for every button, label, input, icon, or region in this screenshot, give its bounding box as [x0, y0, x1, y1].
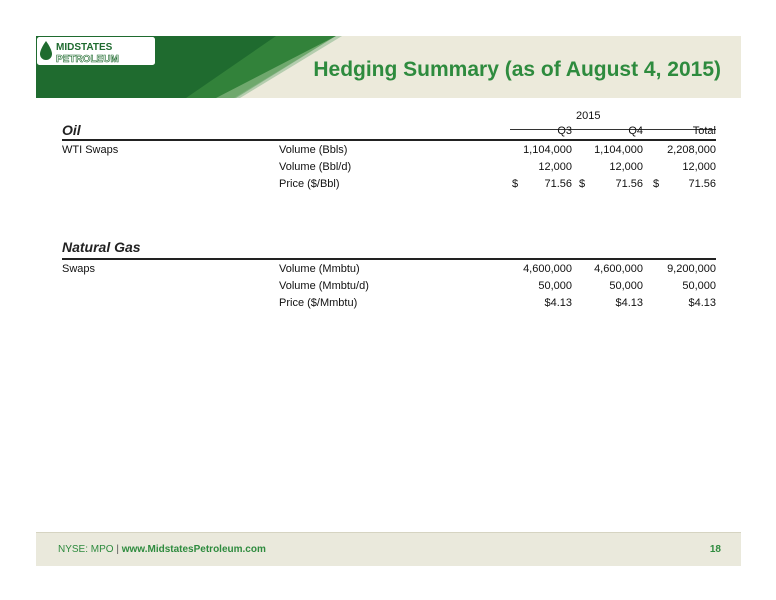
oil-row-label: Volume (Bbl/d) [279, 161, 352, 173]
oil-row-label: Price ($/Bbl) [279, 178, 340, 190]
oil-total-value: 2,208,000 [667, 144, 716, 156]
gas-row-label: Volume (Mmbtu) [279, 263, 360, 275]
footer-website-link[interactable]: www.MidstatesPetroleum.com [121, 544, 266, 555]
svg-text:MIDSTATES: MIDSTATES [56, 42, 113, 53]
oil-section-title: Oil [62, 122, 81, 138]
gas-q3-value: 4,600,000 [523, 263, 572, 275]
year-header: 2015 [576, 110, 601, 122]
column-header-q3: Q3 [557, 125, 572, 137]
company-logo [36, 36, 156, 66]
oil-q4-value: 71.56 [615, 178, 643, 190]
gas-total-value: 9,200,000 [667, 263, 716, 275]
oil-total-value: 71.56 [688, 178, 716, 190]
oil-q3-value: 12,000 [538, 161, 572, 173]
column-header-total: Total [692, 125, 716, 137]
oil-q3-value: 71.56 [544, 178, 572, 190]
oil-total-value: 12,000 [682, 161, 716, 173]
page-title: Hedging Summary (as of August 4, 2015) [313, 58, 721, 81]
gas-section-rule [62, 258, 716, 260]
page-number: 18 [709, 544, 721, 555]
footer-separator: | [116, 544, 119, 555]
footer-bar [36, 532, 741, 566]
gas-q4-value: $4.13 [615, 297, 643, 309]
gas-section-title: Natural Gas [62, 239, 141, 255]
svg-text:PETROLEUM: PETROLEUM [56, 54, 119, 65]
gas-total-value: 50,000 [682, 280, 716, 292]
oil-row-label: Volume (Bbls) [279, 144, 348, 156]
oil-section-rule [62, 139, 716, 141]
oil-instrument: WTI Swaps [62, 144, 119, 156]
footer-ticker: NYSE: MPO [58, 544, 114, 555]
oil-q3-currency: $ [512, 178, 519, 190]
oil-q4-value: 12,000 [609, 161, 643, 173]
oil-q4-value: 1,104,000 [594, 144, 643, 156]
oil-q3-value: 1,104,000 [523, 144, 572, 156]
column-header-q4: Q4 [628, 125, 643, 137]
header-band [36, 36, 741, 98]
oil-q4-currency: $ [579, 178, 586, 190]
gas-instrument: Swaps [62, 263, 96, 275]
oil-total-currency: $ [653, 178, 660, 190]
gas-row-label: Price ($/Mmbtu) [279, 297, 358, 309]
gas-q3-value: $4.13 [544, 297, 572, 309]
footer-text [58, 544, 266, 555]
gas-total-value: $4.13 [688, 297, 716, 309]
gas-q3-value: 50,000 [538, 280, 572, 292]
gas-row-label: Volume (Mmbtu/d) [279, 280, 369, 292]
gas-q4-value: 4,600,000 [594, 263, 643, 275]
gas-q4-value: 50,000 [609, 280, 643, 292]
slide [36, 36, 741, 565]
